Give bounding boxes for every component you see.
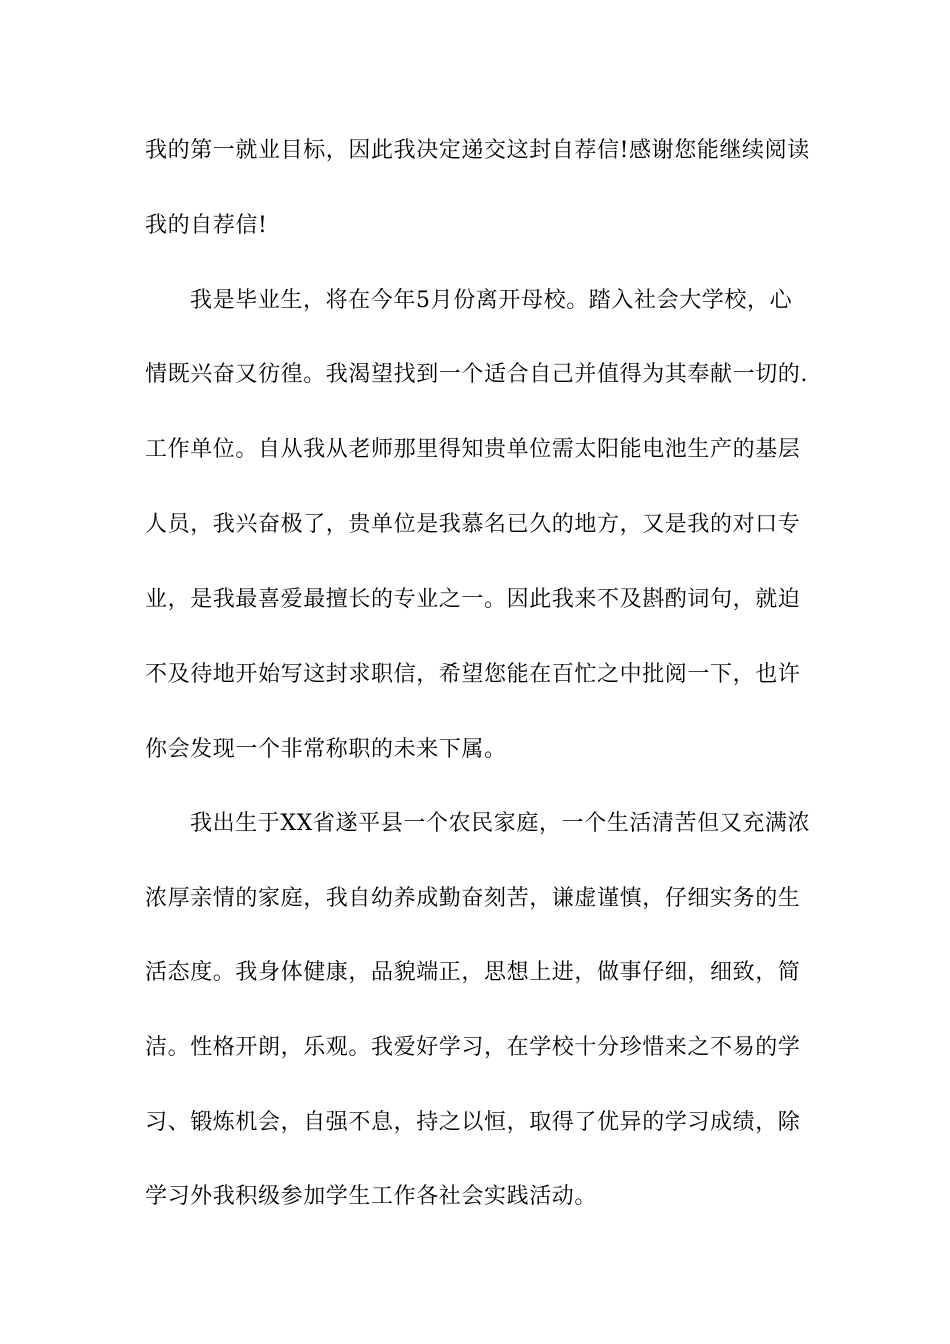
text-line: 情既兴奋又彷徨。我渴望找到一个适合自己并值得为其奉献一切的. <box>145 362 808 387</box>
text-line: 习、锻炼机会，自强不息，持之以恒，取得了优异的学习成绩，除 <box>145 1110 801 1135</box>
text-line: 我的第一就业目标，因此我决定递交这封自荐信!感谢您能继续阅读 <box>145 138 810 163</box>
text-line: 业，是我最喜爱最擅长的专业之一。因此我来不及斟酌词句，就迫 <box>145 587 801 612</box>
text-line: 浓厚亲情的家庭，我自幼养成勤奋刻苦，谦虚谨慎，仔细实务的生 <box>145 886 801 911</box>
text-line: 人员，我兴奋极了，贵单位是我慕名已久的地方，又是我的对口专 <box>145 512 801 537</box>
text-line: 我的自荐信! <box>145 213 268 238</box>
paragraph-first-line: 我出生于XX省遂平县一个农民家庭，一个生活清苦但又充满浓 <box>190 811 811 836</box>
text-line: 工作单位。自从我从老师那里得知贵单位需太阳能电池生产的基层 <box>145 437 801 462</box>
text-line: 学习外我积级参加学生工作各社会实践活动。 <box>145 1184 598 1209</box>
text-line: 活态度。我身体健康，品貌端正，思想上进，做事仔细，细致，简 <box>145 960 801 985</box>
text-line: 你会发现一个非常称职的未来下属。 <box>145 737 507 762</box>
text-line: 不及待地开始写这封求职信，希望您能在百忙之中批阅一下，也许 <box>145 662 801 687</box>
text-line: 洁。性格开朗，乐观。我爱好学习，在学校十分珍惜来之不易的学 <box>145 1035 801 1060</box>
paragraph-first-line: 我是毕业生，将在今年5月份离开母校。踏入社会大学校，心 <box>190 288 793 313</box>
